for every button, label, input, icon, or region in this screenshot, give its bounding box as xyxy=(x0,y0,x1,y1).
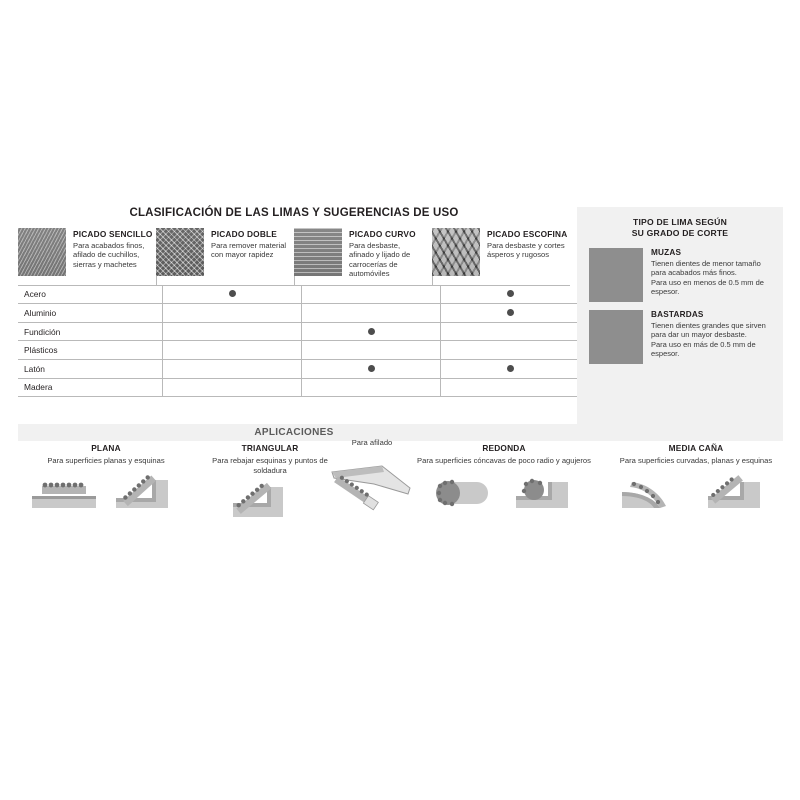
panel-item-muzas xyxy=(589,248,771,302)
application-title: TRIANGULAR xyxy=(241,443,299,453)
application-redonda xyxy=(416,443,592,514)
material-label: Plásticos xyxy=(18,341,163,360)
mark-cell xyxy=(163,360,302,379)
classification-title: CLASIFICACIÓN DE LAS LIMAS Y SUGERENCIAS DE USO xyxy=(129,207,459,219)
application-figures xyxy=(318,458,426,514)
mark-cell xyxy=(163,378,302,397)
mark-dot xyxy=(229,328,236,335)
mark-dot xyxy=(368,309,375,316)
mark-dot xyxy=(229,346,236,353)
panel-title-line1: TIPO DE LIMA SEGÚN xyxy=(633,217,727,227)
card-description: Para remover material con mayor rapidez xyxy=(211,241,287,260)
mark-dot xyxy=(368,365,375,372)
mark-dot xyxy=(229,383,236,390)
application-figures xyxy=(204,481,336,523)
picado-sencillo-texture-icon xyxy=(18,228,66,276)
card-description: Para desbaste, afinado y lijado de carrocerías de automóviles xyxy=(349,241,411,279)
card-picado-sencillo xyxy=(18,228,156,285)
application-triangular xyxy=(204,443,336,523)
card-description: Para desbaste y cortes ásperos y rugosos xyxy=(487,241,565,260)
card-title: PICADO CURVO xyxy=(349,229,416,239)
application-description: Para superficies cóncavas de poco radio y agujeros xyxy=(417,456,591,465)
mark-dot xyxy=(368,383,375,390)
application-afilado xyxy=(318,438,426,514)
mark-dot xyxy=(229,309,236,316)
panel-item-bastardas xyxy=(589,310,771,364)
plana-flat-figure-icon xyxy=(28,472,100,514)
mark-cell xyxy=(302,322,441,341)
mark-cell xyxy=(163,286,302,304)
panel-item-title: BASTARDAS xyxy=(651,310,704,319)
material-label: Madera xyxy=(18,378,163,397)
application-figures xyxy=(416,472,592,514)
mark-cell xyxy=(441,286,580,304)
panel-title xyxy=(589,217,771,239)
mark-cell xyxy=(441,360,580,379)
application-title: MEDIA CAÑA xyxy=(668,443,724,453)
muzas-texture-icon xyxy=(589,248,643,302)
mark-cell xyxy=(441,304,580,323)
mark-cell xyxy=(163,304,302,323)
panel-title-line2: SU GRADO DE CORTE xyxy=(631,228,729,238)
mark-dot xyxy=(507,383,514,390)
picado-doble-texture-icon xyxy=(156,228,204,276)
application-media-cana xyxy=(608,443,784,514)
classification-block xyxy=(18,207,570,397)
media-cana-curve-figure-icon xyxy=(618,472,690,514)
application-description: Para afilado xyxy=(351,438,393,447)
mark-cell xyxy=(302,360,441,379)
mark-dot xyxy=(507,365,514,372)
mark-dot xyxy=(229,365,236,372)
application-title: PLANA xyxy=(91,443,121,453)
mark-dot xyxy=(368,290,375,297)
mark-cell xyxy=(302,286,441,304)
machete-sharpening-figure-icon xyxy=(324,458,420,514)
mark-cell xyxy=(163,322,302,341)
mark-cell xyxy=(302,304,441,323)
media-cana-corner-figure-icon xyxy=(702,472,774,514)
triangular-corner-figure-icon xyxy=(227,481,313,523)
mark-cell xyxy=(163,341,302,360)
material-label: Acero xyxy=(18,286,163,304)
mark-cell xyxy=(441,322,580,341)
application-figures xyxy=(18,472,194,514)
mark-cell xyxy=(302,341,441,360)
card-picado-curvo xyxy=(294,228,432,285)
mark-dot xyxy=(368,346,375,353)
panel-item-description: Tienen dientes de menor tamaño para acabados más finos. Para uso en menos de 0.5 mm de espesor. xyxy=(651,259,764,297)
material-label: Latón xyxy=(18,360,163,379)
mark-dot xyxy=(368,328,375,335)
file-grade-panel xyxy=(577,207,783,432)
mark-dot xyxy=(507,346,514,353)
material-label: Fundición xyxy=(18,322,163,341)
applications-area xyxy=(18,438,783,543)
file-cut-cards xyxy=(18,228,570,286)
panel-item-title: MUZAS xyxy=(651,248,682,257)
application-description: Para superficies planas y esquinas xyxy=(47,456,165,465)
card-picado-escofina xyxy=(432,228,570,285)
card-description: Para acabados finos, afilado de cuchillos, sierras y machetes xyxy=(73,241,145,269)
card-title: PICADO SENCILLO xyxy=(73,229,153,239)
panel-item-description: Tienen dientes grandes que sirven para dar un mayor desbaste. Para uso en más de 0.5 mm de espesor. xyxy=(651,321,766,359)
applications-bar-title: APLICACIONES xyxy=(254,427,334,438)
mark-cell xyxy=(441,378,580,397)
mark-cell xyxy=(302,378,441,397)
card-picado-doble xyxy=(156,228,294,285)
picado-escofina-texture-icon xyxy=(432,228,480,276)
material-label: Aluminio xyxy=(18,304,163,323)
application-plana xyxy=(18,443,194,514)
application-title: REDONDA xyxy=(482,443,526,453)
bastardas-texture-icon xyxy=(589,310,643,364)
mark-dot xyxy=(507,290,514,297)
application-description: Para superficies curvadas, planas y esquinas xyxy=(619,456,773,465)
redonda-corner-figure-icon xyxy=(510,472,582,514)
application-description: Para rebajar esquinas y puntos de soldadura xyxy=(212,456,328,475)
application-figures xyxy=(608,472,784,514)
redonda-hole-figure-icon xyxy=(426,472,498,514)
picado-curvo-texture-icon xyxy=(294,228,342,276)
mark-cell xyxy=(441,341,580,360)
plana-corner-figure-icon xyxy=(112,472,184,514)
mark-dot xyxy=(507,309,514,316)
card-title: PICADO DOBLE xyxy=(211,229,278,239)
mark-dot xyxy=(229,290,236,297)
card-title: PICADO ESCOFINA xyxy=(487,229,568,239)
mark-dot xyxy=(507,328,514,335)
